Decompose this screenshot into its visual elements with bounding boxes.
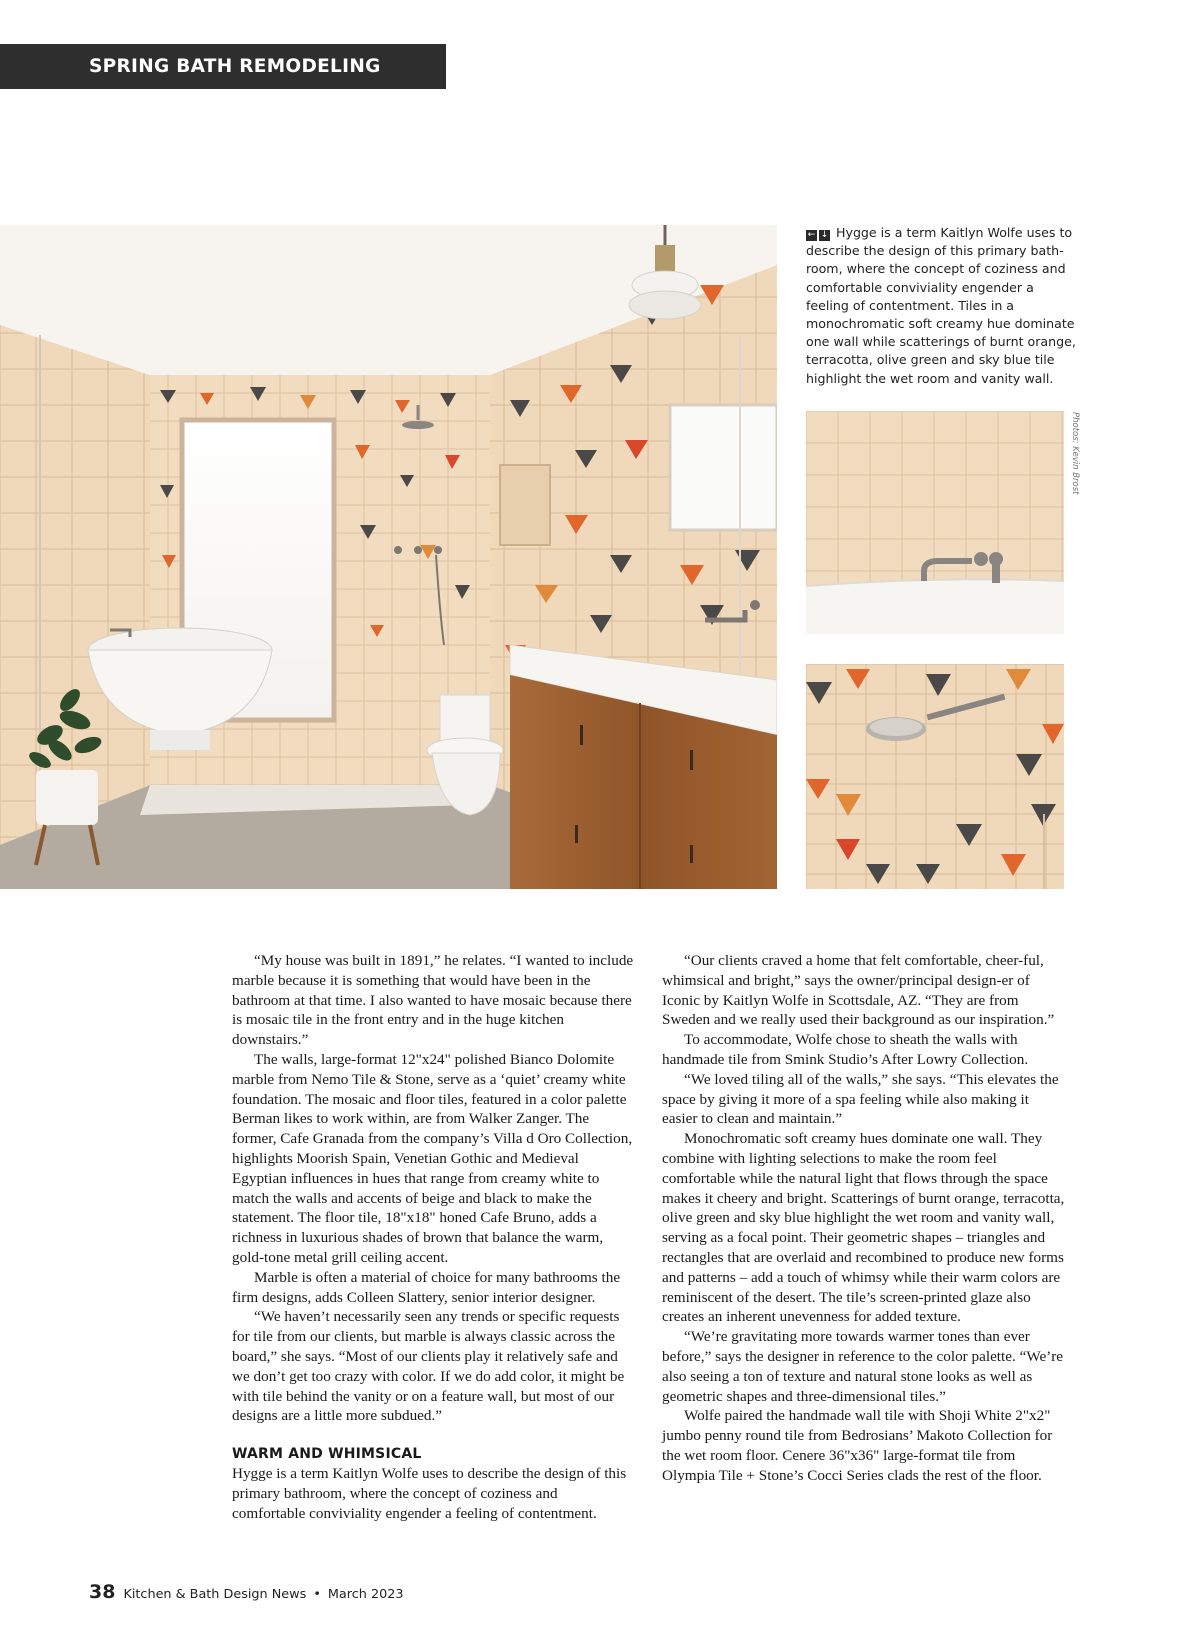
- paragraph: “We loved tiling all of the walls,” she says. “This elevates the space by giving it more of a spa feeling while also making it easier to clean and maintain.”: [662, 1070, 1059, 1128]
- subheading: WARM AND WHIMSICAL: [232, 1446, 422, 1463]
- main-bathroom-illustration: [0, 225, 777, 889]
- article-column-right: [662, 951, 1066, 1486]
- footer-separator: •: [313, 1587, 321, 1602]
- page-footer: [89, 1581, 404, 1609]
- section-header: SPRING BATH REMODELING REPORT: [0, 44, 446, 89]
- shower-detail-illustration: [806, 664, 1064, 889]
- paragraph: Hygge is a term Kaitlyn Wolfe uses to describe the design of this primary bathroom, where the concept of coziness and comfortable conviviality engender a feeling of contentment.: [232, 1465, 627, 1522]
- caption-text: Hygge is a term Kaitlyn Wolfe uses to describe the design of this primary bath-room, where the concept of coziness and comfortable conviviality engender a feeling of contentment. Tiles in a monochromatic soft creamy hue dominate one wall while scatterings of burnt orange, terracotta, olive green and sky blue tile highlight the wet room and vanity wall.: [806, 225, 1076, 386]
- paragraph: “We haven’t necessarily seen any trends or specific requests for tile from our clients, but marble is always classic across the board,” she says. “Most of our clients play it relatively safe and we don’t get too crazy with color. If we do add color, it might be with tile behind the vanity or on a feature wall, but most of our designs are a little more subdued.”: [232, 1308, 625, 1425]
- paragraph: “We’re gravitating more towards warmer tones than ever before,” says the designer in reference to the color palette. “We’re also seeing a ton of texture and natural stone looks as well as geometric shapes and three-dimensional tiles.”: [662, 1328, 1064, 1405]
- faucet-detail-illustration: [806, 411, 1064, 634]
- arrow-down-icon: ↓: [820, 230, 829, 240]
- issue-date: March 2023: [327, 1587, 404, 1602]
- photo-caption: [806, 224, 1076, 388]
- article-column-left: [232, 951, 634, 1524]
- photo-credit: Photos: Kevin Brost: [1070, 412, 1080, 495]
- publication-name: Kitchen & Bath Design News: [123, 1587, 307, 1602]
- paragraph: Wolfe paired the handmade wall tile with Shoji White 2"x2" jumbo penny round tile from Bedrosians’ Makoto Collection for the wet room floor. Cenere 36"x36" large-format tile from Olympia Tile + Stone’s Cocci Series clads the rest of the floor.: [662, 1407, 1053, 1484]
- arrow-left-icon: ←: [807, 230, 816, 240]
- paragraph: To accommodate, Wolfe chose to sheath the walls with handmade tile from Smink Studio’s After Lowry Collection.: [662, 1031, 1029, 1068]
- page-number: 38: [89, 1581, 116, 1603]
- shower-detail-photo: [806, 664, 1064, 889]
- main-bathroom-photo: [0, 225, 777, 889]
- paragraph: Marble is often a material of choice for many bathrooms the firm designs, adds Colleen Slattery, senior interior designer.: [232, 1268, 621, 1306]
- faucet-detail-photo: [806, 411, 1064, 634]
- paragraph: Monochromatic soft creamy hues dominate one wall. They combine with lighting selections to make the room feel comfortable while the natural light that flows through the space makes it cheery and bright. Scatterings of burnt orange, terracotta, olive green and sky blue highlight the wet room and vanity wall, serving as a focal point. Their geometric shapes – triangles and rectangles that are overlaid and recombined to produce new forms and patterns – add a touch of whimsy while their warm colors are reminiscent of the desert. The tile’s screen-printed glaze also creates an inherent unevenness for added texture.: [662, 1130, 1065, 1326]
- paragraph: The walls, large-format 12"x24" polished Bianco Dolomite marble from Nemo Tile & Stone, serve as a ‘quiet’ creamy white foundation. The mosaic and floor tiles, featured in a color palette Berman likes to work within, are from Walker Zanger. The former, Cafe Granada from the company’s Villa d Oro Collection, highlights Moorish Spain, Venetian Gothic and Medieval Egyptian influences in hues that range from creamy white to match the walls and accents of beige and black to make the statement. The floor tile, 18"x18" honed Cafe Bruno, adds a richness in luxurious shades of brown that balance the warm, gold-tone metal grill ceiling accent.: [232, 1050, 633, 1266]
- paragraph: “Our clients craved a home that felt comfortable, cheer-ful, whimsical and bright,” says the owner/principal design-er of Iconic by Kaitlyn Wolfe in Scottsdale, AZ. “They are from Sweden and we really used their background as our inspiration.”: [662, 952, 1055, 1029]
- paragraph: “My house was built in 1891,” he relates. “I wanted to include marble because it is something that would have been in the bathroom at that time. I also wanted to have mosaic because there is mosaic tile in the front entry and in the huge kitchen downstairs.”: [232, 952, 634, 1049]
